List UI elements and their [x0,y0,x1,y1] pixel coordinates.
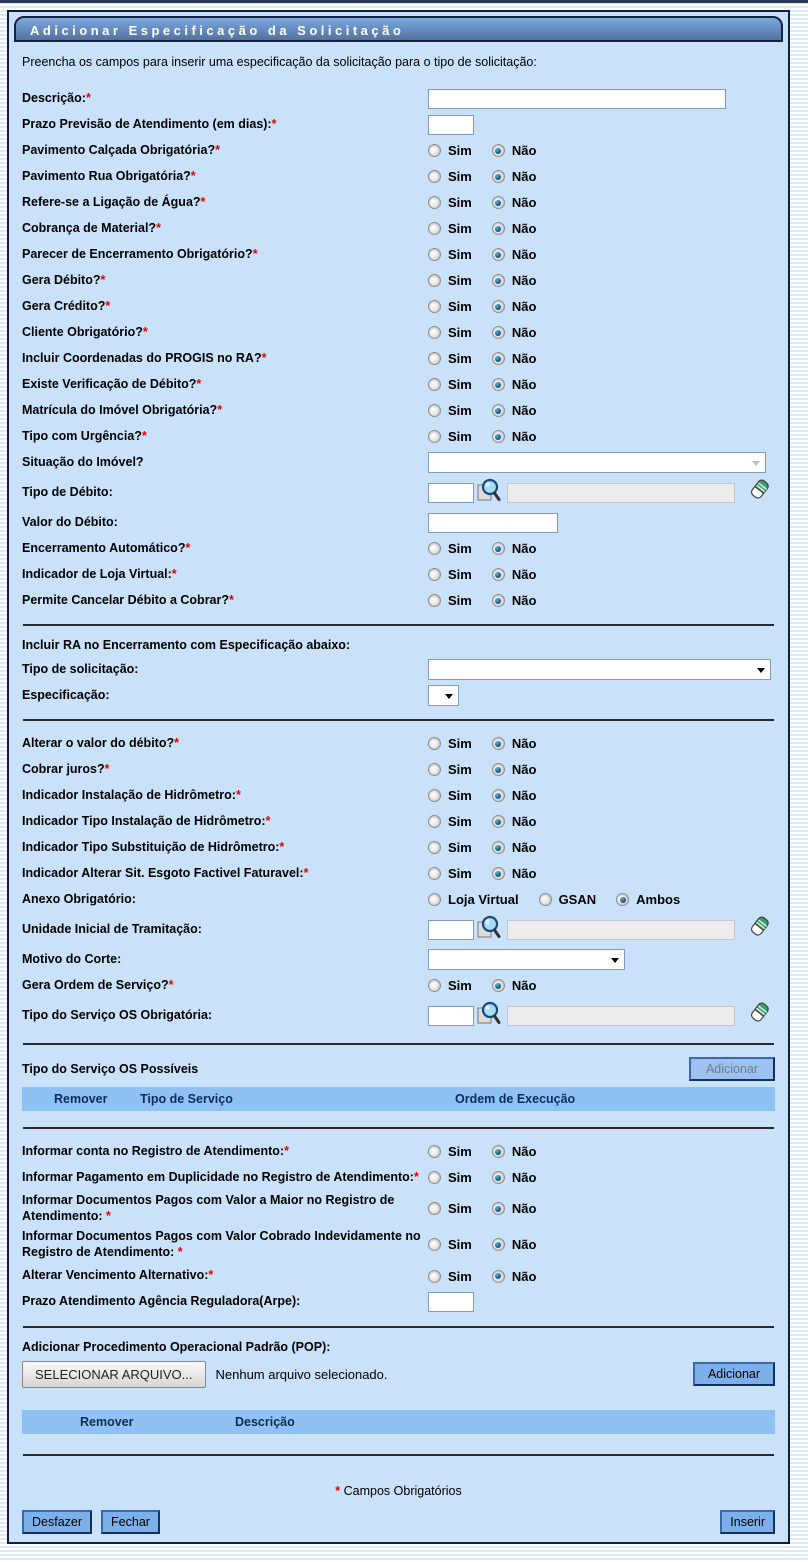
row-pavimento-rua: Pavimento Rua Obrigatória?* Sim Não [22,168,537,184]
row-informar-conta: Informar conta no Registro de Atendimento:* Sim Não [22,1143,537,1159]
chevron-down-icon [611,958,619,963]
radio-sim[interactable] [428,170,441,183]
inserir-button[interactable]: Inserir [720,1510,775,1534]
section-incluir-ra: Incluir RA no Encerramento com Especificação abaixo: [22,638,351,652]
valor-debito-input[interactable] [428,513,558,533]
radio-sim[interactable] [428,326,441,339]
row-situacao-imovel: Situação do Imóvel? [22,452,775,473]
search-icon[interactable] [477,478,501,507]
row-gera-ordem-servico: Gera Ordem de Serviço?* Sim Não [22,977,537,993]
row-cobranca-material: Cobrança de Material?* Sim Não [22,220,537,236]
radio-label-ambos: Ambos [636,892,681,907]
radio-label-sim: Sim [448,1268,472,1284]
radio-label-nao: Não [511,788,537,803]
fechar-button[interactable]: Fechar [101,1510,160,1534]
radio-label-nao: Não [511,541,537,556]
divider [23,1326,774,1328]
radio-label-nao: Não [511,169,537,184]
radio-nao[interactable] [492,789,505,802]
radio-sim[interactable] [428,789,441,802]
motivo-corte-select[interactable] [428,949,625,970]
pop-col-remover: Remover [80,1414,134,1429]
radio-sim[interactable] [428,378,441,391]
radio-label-nao: Não [511,736,537,751]
pop-col-descricao: Descrição [235,1414,295,1429]
row-unidade-inicial: Unidade Inicial de Tramitação: [22,915,775,944]
radio-sim[interactable] [428,568,441,581]
radio-label-nao: Não [511,299,537,314]
radio-sim[interactable] [428,737,441,750]
radio-sim[interactable] [428,404,441,417]
row-ind-tipo-instalacao-hidrometro: Indicador Tipo Instalação de Hidrômetro:* Sim Não [22,813,537,829]
eraser-icon[interactable] [749,479,769,506]
radio-nao[interactable] [492,378,505,391]
radio-label-sim: Sim [448,1170,472,1185]
row-gera-credito: Gera Crédito?* Sim Não [22,298,537,314]
prazo-arpe-input[interactable] [428,1292,474,1312]
label-prazo-previsao: Prazo Previsão de Atendimento (em dias):* [22,116,277,131]
radio-label-sim: Sim [448,541,472,556]
radio-nao[interactable] [492,568,505,581]
radio-nao[interactable] [492,737,505,750]
os-table-header [22,1087,775,1111]
pop-table-header [22,1410,775,1434]
radio-sim[interactable] [428,1171,441,1184]
row-permite-cancelar: Permite Cancelar Débito a Cobrar?* Sim Não [22,592,537,608]
divider [23,719,774,721]
row-informar-docs-valor-maior: Informar Documentos Pagos com Valor a Maior no Registro de Atendimento: * Sim Não [22,1193,537,1223]
divider [23,624,774,626]
radio-sim[interactable] [428,144,441,157]
radio-label-sim: Sim [448,429,472,444]
radio-sim[interactable] [428,815,441,828]
file-status-text: Nenhum arquivo selecionado. [215,1366,388,1382]
radio-label-sim: Sim [448,351,472,366]
radio-label-sim: Sim [448,593,472,608]
radio-sim[interactable] [428,222,441,235]
row-especificacao: Especificação: [22,685,775,706]
radio-nao[interactable] [492,763,505,776]
radio-nao[interactable] [492,222,505,235]
row-prazo-previsao [22,114,775,135]
os-col-ordem: Ordem de Execução [455,1092,576,1106]
radio-sim[interactable] [428,1270,441,1283]
situacao-imovel-select [428,452,766,473]
radio-label-sim: Sim [448,299,472,314]
unidade-inicial-input[interactable] [428,920,474,940]
radio-label-sim: Sim [448,788,472,803]
radio-loja-virtual[interactable] [428,893,441,906]
row-tipo-debito: Tipo de Débito: [22,478,775,507]
radio-nao[interactable] [492,1202,505,1215]
chevron-down-icon [752,461,760,466]
row-cliente-obrigatorio: Cliente Obrigatório?* Sim Não [22,324,537,340]
radio-sim[interactable] [428,248,441,261]
radio-label-nao: Não [511,1237,537,1253]
divider [23,1454,774,1456]
radio-label-sim: Sim [448,247,472,262]
radio-nao[interactable] [492,594,505,607]
radio-nao[interactable] [492,144,505,157]
radio-label-nao: Não [511,1201,537,1217]
radio-sim[interactable] [428,1145,441,1158]
radio-label-nao: Não [511,840,537,855]
search-icon[interactable] [477,915,501,944]
radio-nao[interactable] [492,1171,505,1184]
tipo-debito-descricao-field [507,483,735,503]
radio-label-nao: Não [511,221,537,236]
row-alterar-vencimento: Alterar Vencimento Alternativo:* Sim Não [22,1268,537,1284]
row-motivo-corte: Motivo do Corte: [22,949,775,970]
radio-label-nao: Não [511,351,537,366]
radio-nao[interactable] [492,170,505,183]
radio-label-loja-virtual: Loja Virtual [448,892,519,907]
row-alterar-valor-debito: Alterar o valor do débito?* Sim Não [22,735,537,751]
row-indicador-loja-virtual: Indicador de Loja Virtual:* Sim Não [22,566,537,582]
eraser-icon[interactable] [749,1002,769,1029]
adicionar-pop-button[interactable]: Adicionar [693,1362,775,1386]
radio-nao[interactable] [492,1145,505,1158]
radio-label-sim: Sim [448,736,472,751]
radio-ambos[interactable] [616,893,629,906]
radio-sim[interactable] [428,763,441,776]
radio-label-sim: Sim [448,1237,472,1253]
radio-gsan[interactable] [539,893,552,906]
desfazer-button[interactable]: Desfazer [22,1510,92,1534]
intro-text: Preencha os campos para inserir uma especificação da solicitação para o tipo de solicitação: [22,55,537,69]
row-ind-tipo-substituicao-hidrometro: Indicador Tipo Substituição de Hidrômetro:* Sim Não [22,839,537,855]
radio-sim[interactable] [428,979,441,992]
radio-label-nao: Não [511,143,537,158]
action-buttons-row [22,1510,775,1534]
radio-label-sim: Sim [448,169,472,184]
row-anexo-obrigatorio: Anexo Obrigatório: Loja Virtual GSAN Ambos [22,891,681,907]
radio-label-nao: Não [511,978,537,993]
radio-nao[interactable] [492,1238,505,1251]
radio-label-sim: Sim [448,377,472,392]
radio-nao[interactable] [492,841,505,854]
radio-label-sim: Sim [448,143,472,158]
radio-label-sim: Sim [448,840,472,855]
divider [23,1127,774,1129]
tipo-solicitacao-select[interactable] [428,659,771,680]
radio-label-gsan: GSAN [558,892,597,907]
radio-sim[interactable] [428,594,441,607]
radio-label-sim: Sim [448,195,472,210]
chevron-down-icon [445,694,453,699]
radio-label-nao: Não [511,762,537,777]
radio-label-sim: Sim [448,866,472,881]
radio-label-nao: Não [511,247,537,262]
radio-nao[interactable] [492,300,505,313]
row-ind-alterar-esgoto: Indicador Alterar Sit. Esgoto Factivel Faturavel:* Sim Não [22,865,537,881]
radio-sim[interactable] [428,196,441,209]
descricao-input[interactable] [428,89,726,109]
radio-label-nao: Não [511,273,537,288]
radio-sim[interactable] [428,352,441,365]
radio-nao[interactable] [492,867,505,880]
row-informar-pagamento-duplicidade: Informar Pagamento em Duplicidade no Registro de Atendimento:* Sim Não [22,1169,537,1185]
radio-sim[interactable] [428,841,441,854]
eraser-icon[interactable] [749,916,769,943]
radio-label-sim: Sim [448,273,472,288]
radio-label-nao: Não [511,866,537,881]
row-ind-instalacao-hidrometro: Indicador Instalação de Hidrômetro:* Sim Não [22,787,537,803]
row-tipo-solicitacao: Tipo de solicitação: [22,659,775,680]
row-tipo-urgencia: Tipo com Urgência?* Sim Não [22,428,537,444]
radio-nao[interactable] [492,274,505,287]
radio-sim[interactable] [428,300,441,313]
radio-label-sim: Sim [448,814,472,829]
label-descricao: Descrição:* [22,90,91,105]
radio-nao[interactable] [492,430,505,443]
row-refere-agua: Refere-se a Ligação de Água?* Sim Não [22,194,537,210]
radio-label-sim: Sim [448,978,472,993]
radio-nao[interactable] [492,326,505,339]
radio-label-nao: Não [511,814,537,829]
row-os-possiveis [22,1057,775,1081]
row-pavimento-calcada: Pavimento Calçada Obrigatória?* Sim Não [22,142,537,158]
radio-sim[interactable] [428,274,441,287]
tipo-servico-os-descricao-field [507,1006,735,1026]
row-matricula-imovel: Matrícula do Imóvel Obrigatória?* Sim Não [22,402,537,418]
radio-sim[interactable] [428,1238,441,1251]
radio-nao[interactable] [492,404,505,417]
row-parecer-encerramento: Parecer de Encerramento Obrigatório?* Sim Não [22,246,537,262]
top-frame-line [0,0,808,3]
radio-label-sim: Sim [448,221,472,236]
row-incluir-coordenadas: Incluir Coordenadas do PROGIS no RA?* Sim Não [22,350,537,366]
os-col-tipo-servico: Tipo de Serviço [140,1092,233,1106]
tipo-servico-os-input[interactable] [428,1006,474,1026]
radio-label-sim: Sim [448,1201,472,1217]
radio-nao[interactable] [492,352,505,365]
tipo-debito-input[interactable] [428,483,474,503]
radio-label-nao: Não [511,195,537,210]
divider [23,1043,774,1045]
radio-label-sim: Sim [448,325,472,340]
radio-nao[interactable] [492,248,505,261]
row-valor-debito: Valor do Débito: [22,512,775,533]
radio-nao[interactable] [492,815,505,828]
radio-label-sim: Sim [448,403,472,418]
search-icon[interactable] [477,1001,501,1030]
radio-label-nao: Não [511,1268,537,1284]
page-title: Adicionar Especificação da Solicitação [14,16,783,42]
radio-nao[interactable] [492,542,505,555]
radio-label-nao: Não [511,1144,537,1159]
radio-sim[interactable] [428,867,441,880]
section-pop: Adicionar Procedimento Operacional Padrão (POP): [22,1339,331,1354]
radio-label-nao: Não [511,403,537,418]
radio-sim[interactable] [428,542,441,555]
row-tipo-servico-os-obrigatoria: Tipo do Serviço OS Obrigatória: [22,1001,775,1030]
radio-label-nao: Não [511,377,537,392]
radio-sim[interactable] [428,430,441,443]
row-file-upload [22,1361,775,1388]
row-encerramento-automatico: Encerramento Automático?* Sim Não [22,540,537,556]
radio-label-sim: Sim [448,1144,472,1159]
radio-nao[interactable] [492,196,505,209]
radio-label-nao: Não [511,567,537,582]
row-prazo-arpe: Prazo Atendimento Agência Reguladora(Arpe): [22,1292,775,1313]
form-panel [7,10,790,1544]
os-col-remover: Remover [54,1092,108,1106]
radio-label-nao: Não [511,429,537,444]
selecionar-arquivo-button[interactable]: SELECIONAR ARQUIVO... [22,1361,206,1388]
radio-label-nao: Não [511,1170,537,1185]
row-informar-docs-valor-cobrado: Informar Documentos Pagos com Valor Cobrado Indevidamente no Registro de Atendimento: * Sim Não [22,1229,537,1259]
radio-label-sim: Sim [448,762,472,777]
radio-label-nao: Não [511,593,537,608]
radio-sim[interactable] [428,1202,441,1215]
row-gera-debito: Gera Débito?* Sim Não [22,272,537,288]
chevron-down-icon [757,668,765,673]
radio-nao[interactable] [492,1270,505,1283]
radio-label-nao: Não [511,325,537,340]
form-body [9,88,788,1534]
row-descricao [22,88,775,109]
especificacao-select[interactable] [428,685,459,706]
adicionar-os-button[interactable]: Adicionar [689,1057,775,1081]
row-cobrar-juros: Cobrar juros?* Sim Não [22,761,537,777]
row-existe-verificacao: Existe Verificação de Débito?* Sim Não [22,376,537,392]
radio-label-sim: Sim [448,567,472,582]
radio-nao[interactable] [492,979,505,992]
prazo-previsao-input[interactable] [428,115,474,135]
label-os-possiveis: Tipo do Serviço OS Possíveis [22,1062,199,1076]
unidade-inicial-descricao-field [507,920,735,940]
required-fields-note: * Campos Obrigatórios [335,1483,462,1498]
